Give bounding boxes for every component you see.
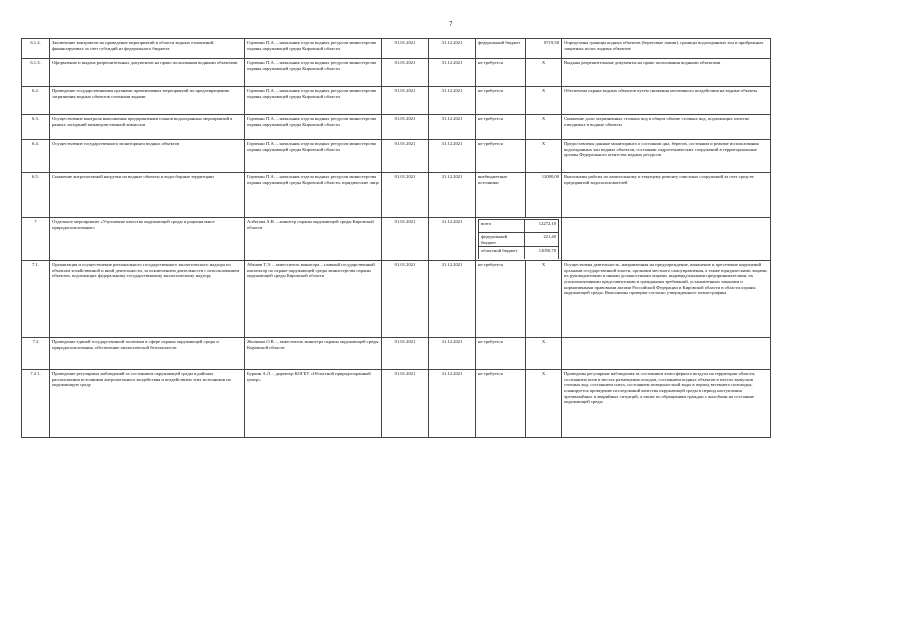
responsible-cell: Горченко П.А. – начальник отдела водных ресурсов министерства охраны окружающей среды Кировской области, юридические лица	[245, 173, 382, 218]
row-number: 6.1.2.	[22, 39, 50, 59]
amount-cell: X	[526, 115, 562, 140]
end-date-cell: 31.12.2021	[429, 39, 476, 59]
funding-source: областной бюджет	[479, 247, 525, 260]
amount-cell: 8719,50	[526, 39, 562, 59]
funding-row	[479, 233, 559, 247]
result-cell	[562, 338, 771, 370]
row-number: 6.3.	[22, 115, 50, 140]
result-cell	[562, 218, 771, 261]
result-cell: Снижение доли загрязненных сточных вод в общем объеме сточных вод, подлежащих очистке, отводимых в водные объекты	[562, 115, 771, 140]
end-date-cell: 31.12.2021	[429, 218, 476, 261]
action-cell: Отдельное мероприятие «Улучшение качества окружающей среды и рациональное природопользование»	[50, 218, 245, 261]
action-cell: Проведение регулярных наблюдений за состоянием окружающей среды в районах расположения источников антропогенного воздействия и воздействием этих источников на окружающую среду	[50, 370, 245, 438]
funding-amount: 221,40	[525, 233, 559, 247]
responsible-cell: Абашев Т.Э. – заместитель министра – главный государственный инспектор по охране окружающей среды министерства охраны окружающей среды Кировской области	[245, 261, 382, 338]
amount-cell: X	[526, 140, 562, 173]
result-cell: Предоставлены данные мониторинга о состоянии дна, берегов, состоянии и режиме использования водоохранных зон водных объектов, состоянии гидротехнических сооружений в территориальные органы Федерального агентства водных ресурсов	[562, 140, 771, 173]
funding-breakdown	[476, 218, 562, 261]
plan-table	[21, 38, 771, 438]
funding-source-cell: не требуется	[476, 87, 526, 115]
end-date-cell: 31.12.2021	[429, 261, 476, 338]
table-row	[22, 261, 771, 338]
funding-source-cell: не требуется	[476, 261, 526, 338]
result-cell: Обеспечена охрана водных объектов путем снижения негативного воздействия на водные объекты	[562, 87, 771, 115]
responsible-cell: Горченко П.А. – начальник отдела водных ресурсов министерства охраны окружающей среды Кировской области	[245, 59, 382, 87]
start-date-cell: 01.01.2021	[382, 173, 429, 218]
funding-source: федеральный бюджет	[479, 233, 525, 247]
table-row	[22, 87, 771, 115]
funding-source-cell: не требуется	[476, 115, 526, 140]
amount-cell: X	[526, 59, 562, 87]
amount-cell: X	[526, 370, 562, 438]
funding-source: всего	[479, 220, 525, 233]
result-cell: Выданы разрешительные документы на право пользования водными объектами	[562, 59, 771, 87]
funding-amount: 12272,10	[525, 220, 559, 233]
row-number: 6.1.3.	[22, 59, 50, 87]
end-date-cell: 31.12.2021	[429, 115, 476, 140]
start-date-cell: 01.01.2021	[382, 338, 429, 370]
start-date-cell: 01.01.2021	[382, 370, 429, 438]
responsible-cell: Жилкина О.В. – заместитель министра охраны окружающей среды Кировской области	[245, 338, 382, 370]
amount-cell: 12000,00	[526, 173, 562, 218]
action-cell: Снижение антропогенной нагрузки на водные объекты и водосборные территории	[50, 173, 245, 218]
action-cell: Осуществление государственного мониторинга водных объектов	[50, 140, 245, 173]
funding-amount: 12050,70	[525, 247, 559, 260]
responsible-cell: Горченко П.А. – начальник отдела водных ресурсов министерства охраны окружающей среды Кировской области	[245, 39, 382, 59]
start-date-cell: 01.01.2021	[382, 39, 429, 59]
funding-source-cell: федеральный бюджет	[476, 39, 526, 59]
table-row	[22, 173, 771, 218]
amount-cell: X	[526, 87, 562, 115]
row-number: 6.4.	[22, 140, 50, 173]
funding-source-cell: внебюджетные источники	[476, 173, 526, 218]
result-cell: Выполнены работы по капитальному и текущему ремонту очистных сооружений за счет средств предприятий водопользователей	[562, 173, 771, 218]
action-cell: Осуществление контроля выполнения предприятиями планов водоохранных мероприятий в рамках заседаний межведомственной комиссии	[50, 115, 245, 140]
result-cell: Осуществлена деятельность, направленная на предупреждение, выявление и пресечение нарушений органами государственной власти, органами местного самоуправления, а также юридическими лицами, их руководителями и иными должностными лицами, индивидуальными предпринимателями, их уполномоченными представителями и гражданами требований, установленных законами и нормативными правовыми актами Российской Федерации и Кировской области в области охраны окружающей среды. Выполнены проверки согласно утвержденного плана-графика	[562, 261, 771, 338]
table-row	[22, 140, 771, 173]
end-date-cell: 31.12.2021	[429, 338, 476, 370]
end-date-cell: 31.12.2021	[429, 87, 476, 115]
funding-row	[479, 220, 559, 233]
result-cell: Определены границы водных объектов (береговые линии), границы водоохранных зон и прибрежных защитных полос водных объектов	[562, 39, 771, 59]
funding-row	[479, 247, 559, 260]
funding-source-cell: не требуется	[476, 140, 526, 173]
row-number: 7.2	[22, 338, 50, 370]
result-cell: Проведены регулярные наблюдения за состоянием атмосферного воздуха на территории области, состоянием почв в местах размещения отходов, состоянием водных объектов в местах выпусков сточных вод, состоянием снега, состоянием поверхностной воды в период весеннего половодья, планируется проведение исследований качества окружающей среды в период наступления чрезвычайных и аварийных ситуаций, а также по обращениям граждан с жалобами на состояние окружающей среды	[562, 370, 771, 438]
responsible-cell: Буркин А.Л. – директор КОГБУ «Областной природоохранный центр»	[245, 370, 382, 438]
row-number: 6.2.	[22, 87, 50, 115]
action-cell: Организация и осуществление регионального государственного экологического надзора по объектам хозяйственной и иной деятельности, за исключением деятельности с использованием объектов, подлежащих федеральному государственному экологическому надзору	[50, 261, 245, 338]
start-date-cell: 01.01.2021	[382, 87, 429, 115]
table-row	[22, 39, 771, 59]
row-number: 7.1.	[22, 261, 50, 338]
amount-cell: X	[526, 261, 562, 338]
action-cell: Заключение контрактов на проведение мероприятий в области водных отношений, финансируемых за счет субсидий из федерального бюджета	[50, 39, 245, 59]
action-cell: Проведение государственными органами превентивных мероприятий по предотвращению загрязнения водных объектов сточными водами	[50, 87, 245, 115]
responsible-cell: Горченко П.А. – начальник отдела водных ресурсов министерства охраны окружающей среды Кировской области	[245, 87, 382, 115]
responsible-cell: Албегова А.В. – министр охраны окружающей среды Кировской области	[245, 218, 382, 261]
row-number: 6.5.	[22, 173, 50, 218]
start-date-cell: 01.01.2021	[382, 59, 429, 87]
row-number: 7	[22, 218, 50, 261]
funding-source-cell: не требуется	[476, 370, 526, 438]
funding-source-cell: не требуется	[476, 59, 526, 87]
table-row	[22, 370, 771, 438]
funding-source-cell: не требуется	[476, 338, 526, 370]
table-row	[22, 115, 771, 140]
responsible-cell: Горченко П.А. – начальник отдела водных ресурсов министерства охраны окружающей среды Кировской области	[245, 115, 382, 140]
end-date-cell: 31.12.2021	[429, 59, 476, 87]
action-cell: Оформление и выдача разрешительных документов на право пользования водными объектами	[50, 59, 245, 87]
end-date-cell: 31.12.2021	[429, 173, 476, 218]
table-row	[22, 218, 771, 261]
responsible-cell: Горченко П.А. – начальник отдела водных ресурсов министерства охраны окружающей среды Кировской области	[245, 140, 382, 173]
start-date-cell: 01.01.2021	[382, 261, 429, 338]
table-row	[22, 338, 771, 370]
end-date-cell: 31.12.2021	[429, 140, 476, 173]
end-date-cell: 31.12.2021	[429, 370, 476, 438]
start-date-cell: 01.01.2021	[382, 140, 429, 173]
table-row	[22, 59, 771, 87]
action-cell: Проведение единой государственной политики в сфере охраны окружающей среды и природопользования, обеспечение экологической безопасности	[50, 338, 245, 370]
row-number: 7.2.1.	[22, 370, 50, 438]
start-date-cell: 01.01.2021	[382, 218, 429, 261]
page-number: 7	[449, 20, 453, 28]
start-date-cell: 01.01.2021	[382, 115, 429, 140]
amount-cell: X	[526, 338, 562, 370]
